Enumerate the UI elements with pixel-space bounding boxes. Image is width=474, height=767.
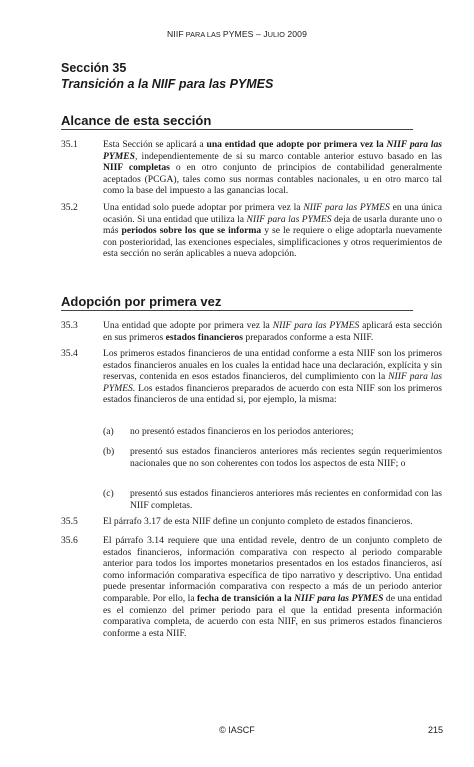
paragraph-text (103, 139, 442, 197)
paragraph-35-4 (61, 348, 442, 406)
paragraph-number: 35.4 (61, 348, 78, 359)
paragraph-number: 35.6 (61, 535, 78, 546)
paragraph-35-1 (61, 139, 442, 197)
paragraph-35-2 (61, 202, 442, 260)
paragraph-number: 35.5 (61, 516, 78, 527)
text-run: o en otro conjunto de principios de contabilidad generalmente aceptados (PCGA), tales como sus normas contables nacionales, u en otro marco tal como la base del impuesto a las ganancias local. (103, 162, 442, 197)
text-run: en una única ocasión. Si una entidad que utiliza la (103, 202, 442, 225)
text-run: El párrafo 3.14 requiere que una entidad revele, dentro de un conjunto completo de estados financieros, información comparativa con respecto al periodo comparable anterior para todos los importes monetarios presentados en los estados financieros, así como información comparativa específica de tipo narrativo y descriptivo. Una entidad puede presentar información comparativa con respecto a más de un periodo anterior comparable. Por ello, la (103, 535, 442, 604)
heading-adoption-text: Adopción por primera vez (61, 294, 222, 309)
text-bold: una entidad que adopte por primera vez la (206, 139, 387, 150)
text-run: deja de usarla durante uno o más (103, 213, 442, 237)
paragraph-text: El párrafo 3.17 de esta NIIF define un conjunto completo de estados financieros. (103, 516, 413, 527)
paragraph-35-5 (61, 516, 442, 528)
text-italic: NIIF para las PYMES (272, 320, 360, 331)
heading-scope (61, 113, 413, 128)
paragraph-35-3 (61, 320, 442, 343)
text-run: , independientemente de si su marco contable anterior estuvo basado en las (135, 150, 442, 162)
text-run: Los primeros estados financieros de una entidad conforme a esta NIIF son los primeros estados financieros anuales en los cuales la entidad hace una declaración, explícita y sin reservas, contenida en esos estados financieros, del cumplimiento con la (103, 348, 442, 383)
footer-copyright: © IASCF (219, 725, 255, 735)
header-ulio: ULIO (267, 30, 285, 39)
paragraph-text (103, 348, 442, 406)
list-item-a (103, 426, 442, 438)
running-header (0, 29, 474, 39)
text-run: Una entidad que adopte por primera vez la (103, 320, 273, 331)
text-run: Una entidad solo puede adoptar por primera vez la (103, 202, 304, 213)
list-label: (a) (103, 426, 114, 437)
text-bold-italic: NIIF para las PYMES (294, 592, 384, 604)
text-italic: NIIF para las PYMES (303, 202, 390, 213)
heading-rule (61, 310, 413, 311)
header-para-las: PARA LAS (183, 30, 223, 39)
text-bold: estados financieros (165, 331, 243, 343)
list-text: presentó sus estados financieros anteriores más recientes según requerimientos nacionales que no son coherentes con todos los aspectos de esta NIIF; o (130, 446, 442, 469)
list-text: presentó sus estados financieros anteriores más recientes en conformidad con las NIIF completas. (130, 488, 442, 511)
footer-page-number: 215 (427, 725, 443, 735)
text-bold: fecha de transición a la (197, 592, 295, 604)
heading-rule (61, 129, 413, 130)
paragraph-number: 35.2 (61, 202, 78, 213)
heading-adoption (61, 294, 413, 309)
paragraph-number: 35.3 (61, 320, 78, 331)
header-dash: – (253, 29, 264, 39)
section-title: Transición a la NIIF para las PYMES (61, 77, 274, 91)
paragraph-number: 35.1 (61, 139, 78, 150)
text-bold: NIIF completas (103, 162, 170, 174)
header-year: 2009 (284, 29, 307, 39)
text-run: preparados conforme a esta NIIF. (243, 331, 374, 343)
paragraph-35-6 (61, 535, 442, 639)
text-run: y se le requiere o elige adoptarla nuevamente con posterioridad, las exenciones especiales, simplificaciones y otros requerimientos de esta sección no serán aplicables a nueva adopción. (103, 225, 442, 260)
text-bold: periodos sobre los que se informa (121, 225, 262, 237)
text-run: aplicará esta sección en sus primeros (103, 320, 442, 343)
list-label: (c) (103, 488, 114, 499)
text-bold-italic: NIIF para las PYMES (103, 139, 442, 162)
paragraph-text (103, 320, 442, 343)
text-italic: NIIF para las PYMES (246, 213, 332, 225)
heading-scope-text: Alcance de esta sección (61, 113, 212, 128)
section-number: Sección 35 (61, 61, 127, 75)
text-run: Los estados financieros preparados de acuerdo con esta NIIF son los primeros estados financieros de una entidad si, por ejemplo, la misma: (103, 382, 442, 406)
text-italic: NIIF para las PYMES. (103, 371, 443, 394)
list-item-b (103, 446, 442, 469)
header-j: J (263, 29, 268, 39)
header-niif: NIIF (167, 29, 184, 39)
text-run: de una entidad es el comienzo del primer periodo para el que la entidad presenta información comparativa completa, de acuerdo con esta NIIF, en sus primeros estados financieros conforme a esta NIIF. (103, 592, 442, 639)
list-item-c (103, 488, 442, 511)
list-text: no presentó estados financieros en los periodos anteriores; (130, 426, 354, 437)
paragraph-text (103, 535, 442, 639)
header-pymes: PYMES (222, 29, 254, 39)
paragraph-text (103, 202, 442, 260)
text-run: Esta Sección se aplicará a (103, 139, 207, 150)
list-label: (b) (103, 446, 115, 457)
